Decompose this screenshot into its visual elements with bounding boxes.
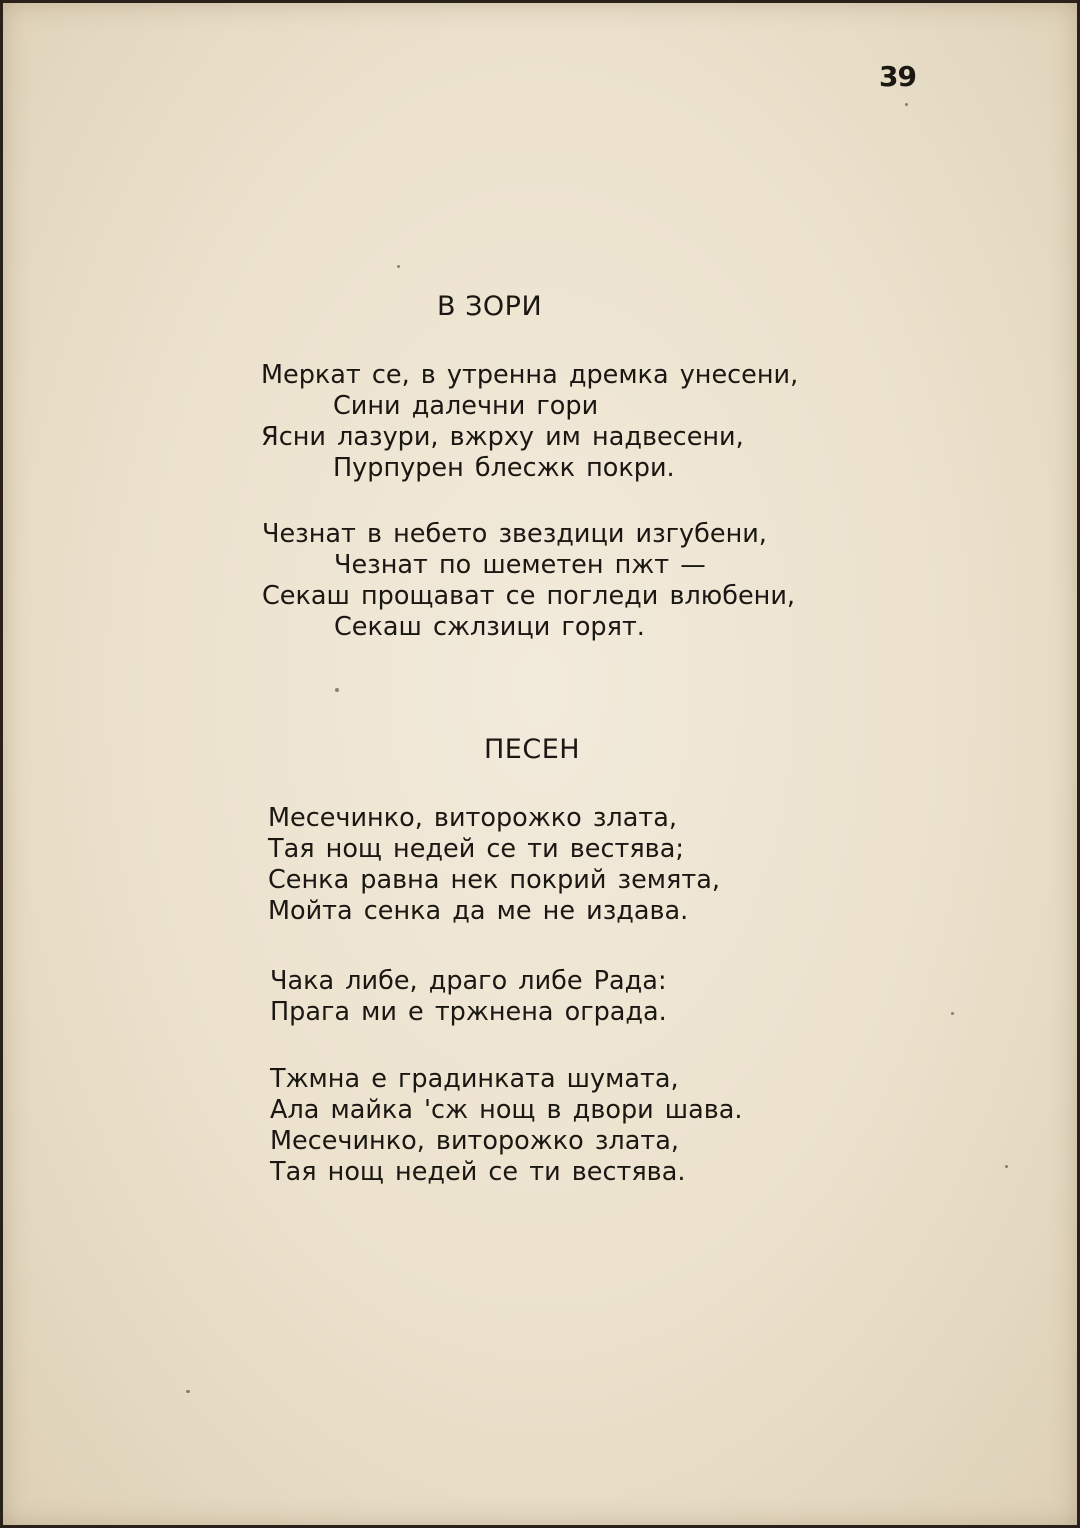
verse-line: Сенка равна нек покрий земята, — [268, 865, 720, 895]
verse-line: Секаш сжлзици горят. — [334, 612, 645, 642]
verse-line: Пурпурен блесжк покри. — [333, 453, 675, 483]
verse-line: Сини далечни гори — [333, 391, 599, 421]
verse-line: Чака либе, драго либе Рада: — [270, 966, 667, 996]
paper-speck — [1005, 1165, 1008, 1168]
poem-title: ПЕСЕН — [484, 734, 581, 765]
stanza — [270, 966, 667, 1028]
paper-speck — [186, 1390, 190, 1393]
stanza — [270, 1064, 743, 1188]
poem-title: В ЗОРИ — [437, 291, 543, 322]
paper-speck — [397, 265, 400, 268]
verse-line: Прага ми е тржнена ограда. — [270, 997, 667, 1027]
paper-speck — [905, 103, 908, 106]
verse-line: Меркат се, в утренна дремка унесени, — [261, 360, 799, 390]
verse-line: Мойта сенка да ме не издава. — [268, 896, 689, 926]
verse-line: Тжмна е градинката шумата, — [270, 1064, 679, 1094]
stanza — [268, 803, 720, 927]
verse-line: Чезнат в небето звездици изгубени, — [262, 519, 767, 549]
verse-line: Ясни лазури, вжрху им надвесени, — [261, 422, 744, 452]
verse-line: Тая нощ недей се ти вестява. — [270, 1157, 686, 1187]
verse-line: Чезнат по шеметен пжт — — [334, 550, 706, 580]
stanza — [262, 519, 795, 643]
verse-line: Тая нощ недей се ти вестява; — [268, 834, 684, 864]
verse-line: Месечинко, виторожко злата, — [268, 803, 677, 833]
verse-line: Ала майка 'сж нощ в двори шава. — [270, 1095, 743, 1125]
page-number: 39 — [879, 60, 916, 93]
paper-speck — [951, 1012, 954, 1015]
paper-speck — [335, 688, 339, 692]
stanza — [261, 360, 798, 484]
verse-line: Месечинко, виторожко злата, — [270, 1126, 679, 1156]
verse-line: Секаш прощават се погледи влюбени, — [262, 581, 796, 611]
